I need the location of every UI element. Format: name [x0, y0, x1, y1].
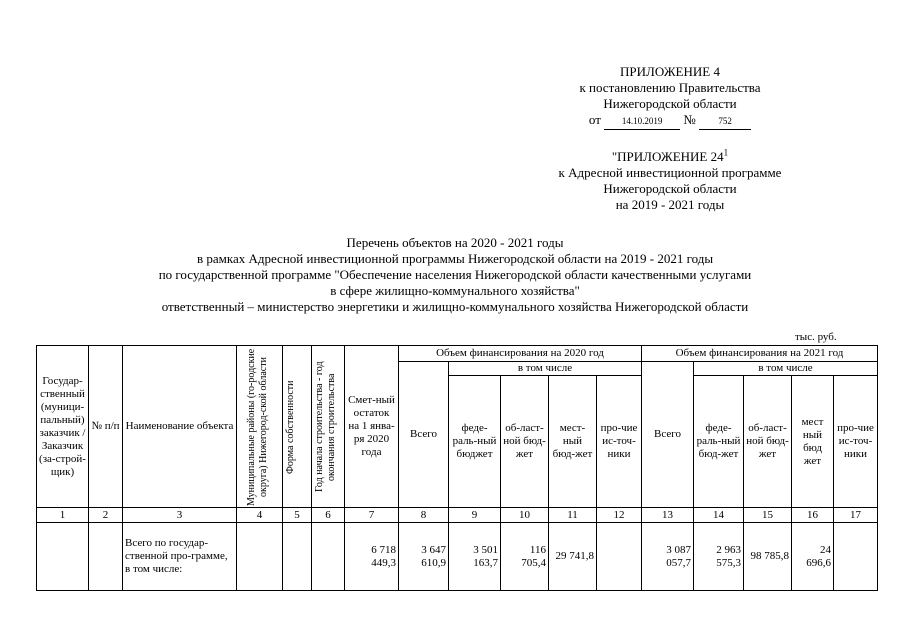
column-numbers-row — [37, 508, 878, 523]
appendix2-block — [520, 149, 820, 213]
units-label: тыс. руб. — [795, 331, 837, 343]
header-federal-2021: феде-раль-ный бюд-жет — [694, 376, 744, 508]
cell-district — [237, 523, 283, 591]
header-district: Муниципальные районы (го-родские округа) Нижегород-ской области — [237, 346, 283, 508]
date-prefix: от — [588, 112, 601, 127]
cell-total-2021: 3 087 057,7 — [642, 523, 694, 591]
cell-num — [89, 523, 123, 591]
heading-line5: ответственный – министерство энергетики и жилищно-коммунального хозяйства Нижегородской области — [161, 299, 749, 314]
col-number: 4 — [237, 508, 283, 523]
document-number: 752 — [699, 113, 751, 130]
cell-years — [312, 523, 345, 591]
col-number: 14 — [694, 508, 744, 523]
appendix-line2: Нижегородской области — [603, 96, 737, 111]
heading-line4: в сфере жилищно-коммунального хозяйства" — [330, 283, 580, 298]
cell-other-2021 — [834, 523, 878, 591]
cell-balance: 6 718 449,3 — [345, 523, 399, 591]
col-number: 3 — [123, 508, 237, 523]
header-balance: Смет-ный остаток на 1 янва-ря 2020 года — [345, 346, 399, 508]
col-number: 1 — [37, 508, 89, 523]
header-name: Наименование объекта — [123, 346, 237, 508]
col-number: 13 — [642, 508, 694, 523]
col-number: 12 — [597, 508, 642, 523]
table-row — [37, 523, 878, 591]
header-ownership: Форма собственности — [283, 346, 312, 508]
header-total-2020: Всего — [399, 362, 449, 508]
header-local-2020: мест-ный бюд-жет — [549, 376, 597, 508]
col-number: 6 — [312, 508, 345, 523]
appendix2-title: "ПРИЛОЖЕНИЕ $24^1$ — [611, 147, 729, 164]
appendix-title: ПРИЛОЖЕНИЕ 4 — [620, 64, 720, 79]
cell-other-2020 — [597, 523, 642, 591]
col-number: 5 — [283, 508, 312, 523]
cell-regional-2021: 98 785,8 — [744, 523, 792, 591]
appendix-line1: к постановлению Правительства — [579, 80, 761, 95]
header-fin-2021: Объем финансирования на 2021 год — [642, 346, 878, 362]
col-number: 8 — [399, 508, 449, 523]
cell-ownership — [283, 523, 312, 591]
col-number: 17 — [834, 508, 878, 523]
cell-local-2021: 24 696,6 — [792, 523, 834, 591]
header-incl-2020: в том числе — [449, 362, 642, 376]
cell-regional-2020: 116 705,4 — [501, 523, 549, 591]
header-other-2020: про-чие ис-точ-ники — [597, 376, 642, 508]
objects-table — [36, 345, 878, 591]
heading-line3: по государственной программе "Обеспечение населения Нижегородской области качественными услугами — [158, 267, 752, 282]
header-fin-2020: Объем финансирования на 2020 год — [399, 346, 642, 362]
header-incl-2021: в том числе — [694, 362, 878, 376]
col-number: 9 — [449, 508, 501, 523]
appendix2-line1: к Адресной инвестиционной программе — [558, 165, 782, 180]
header-federal-2020: феде-раль-ный бюджет — [449, 376, 501, 508]
col-number: 16 — [792, 508, 834, 523]
heading-line2: в рамках Адресной инвестиционной программы Нижегородской области на 2019 - 2021 годы — [196, 251, 714, 266]
cell-federal-2020: 3 501 163,7 — [449, 523, 501, 591]
appendix-block — [540, 64, 800, 130]
header-years: Год начала строительства - год окончания строительства — [312, 346, 345, 508]
col-number: 10 — [501, 508, 549, 523]
cell-total-2020: 3 647 610,9 — [399, 523, 449, 591]
header-other-2021: про-чие ис-точ-ники — [834, 376, 878, 508]
heading-line1: Перечень объектов на 2020 - 2021 годы — [346, 235, 564, 250]
header-total-2021: Всего — [642, 362, 694, 508]
cell-customer — [37, 523, 89, 591]
cell-local-2020: 29 741,8 — [549, 523, 597, 591]
header-regional-2020: об-ласт-ной бюд-жет — [501, 376, 549, 508]
header-local-2021: мест ный бюд жет — [792, 376, 834, 508]
col-number: 7 — [345, 508, 399, 523]
header-regional-2021: об-ласт-ной бюд-жет — [744, 376, 792, 508]
number-sign: № — [683, 112, 696, 127]
cell-federal-2021: 2 963 575,3 — [694, 523, 744, 591]
col-number: 15 — [744, 508, 792, 523]
document-date: 14.10.2019 — [604, 113, 680, 130]
appendix2-line3: на 2019 - 2021 годы — [615, 197, 725, 212]
header-num: № п/п — [89, 346, 123, 508]
appendix-date-line — [540, 112, 800, 130]
cell-name: Всего по государ-ственной про-грамме, в том числе: — [123, 523, 237, 591]
col-number: 2 — [89, 508, 123, 523]
col-number: 11 — [549, 508, 597, 523]
header-customer: Государ-ственный (муници-пальный) заказчик / Заказчик (за-строй-щик) — [37, 346, 89, 508]
document-heading — [60, 235, 850, 315]
appendix2-line2: Нижегородской области — [603, 181, 737, 196]
